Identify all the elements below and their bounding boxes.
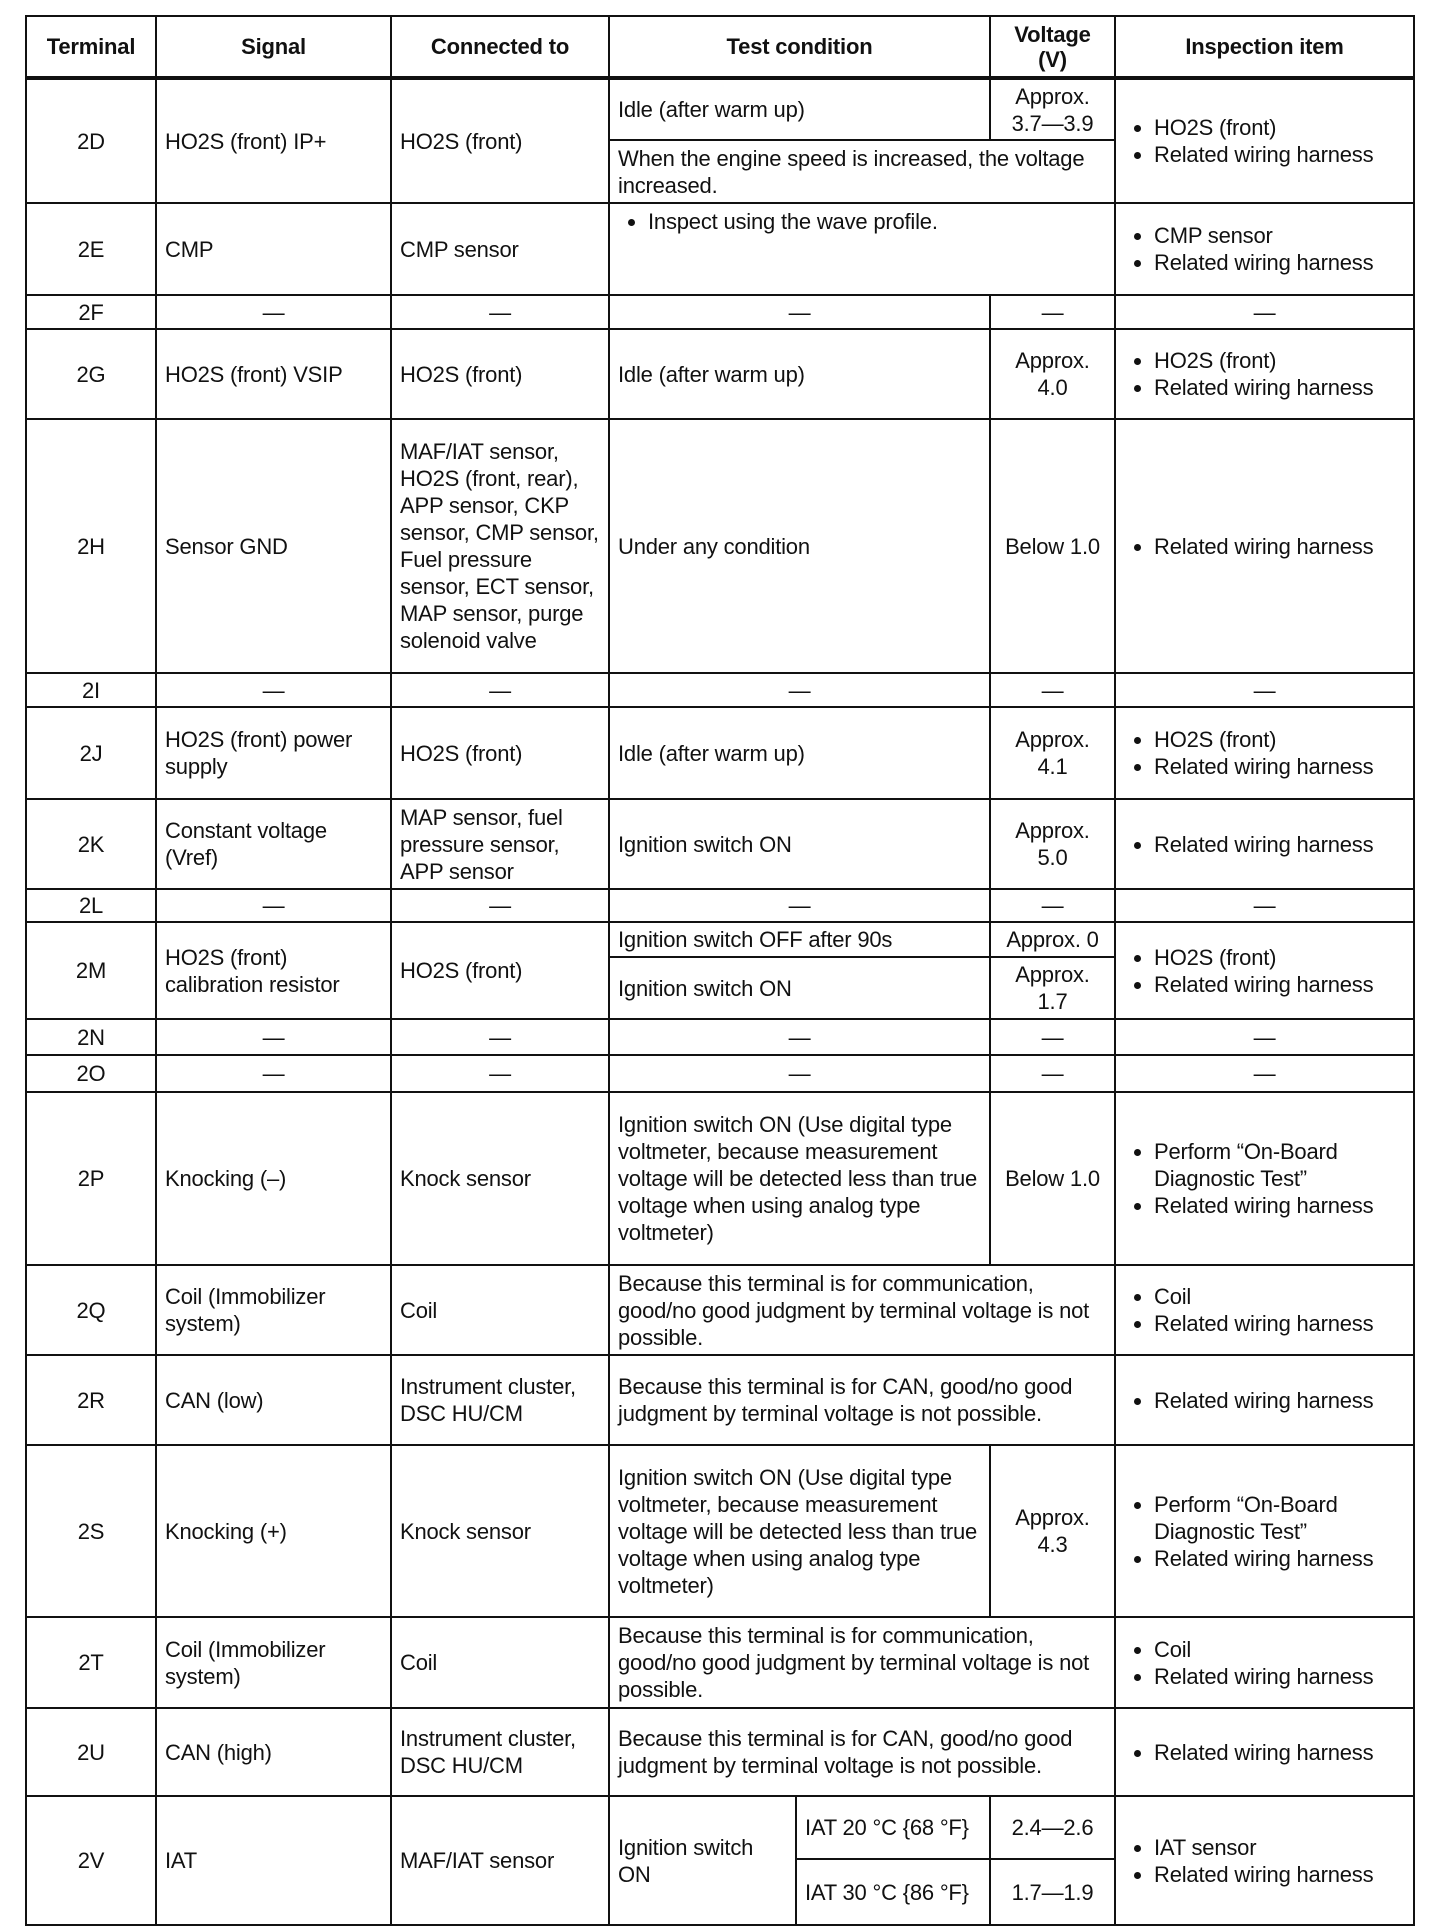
inspection-item-cell: [1115, 419, 1414, 673]
bullet-item: • Related wiring harness: [1154, 1861, 1405, 1888]
bullet-list: [618, 208, 1106, 235]
terminal-cell: 2L: [26, 889, 156, 922]
bullet-item: • Related wiring harness: [1154, 971, 1405, 998]
signal-cell: Sensor GND: [156, 419, 391, 673]
signal-cell: Coil (Immobilizer system): [156, 1617, 391, 1708]
header-connected-to: Connected to: [391, 16, 609, 78]
test-condition-cell: Idle (after warm up): [609, 707, 990, 799]
bullet-item: • Related wiring harness: [1154, 1739, 1405, 1766]
bullet-item: • CMP sensor: [1154, 222, 1405, 249]
voltage-cell: —: [990, 1019, 1115, 1055]
table-row: [26, 889, 1414, 922]
bullet-item: • Coil: [1154, 1636, 1405, 1663]
bullet-list: [1124, 944, 1405, 998]
connected-to-cell: MAP sensor, fuel pressure sensor, APP sensor: [391, 799, 609, 889]
signal-cell: CAN (high): [156, 1708, 391, 1796]
test-condition-cell: Under any condition: [609, 419, 990, 673]
terminal-cell: 2I: [26, 673, 156, 707]
inspection-item-cell: —: [1115, 295, 1414, 329]
connected-to-cell: Instrument cluster, DSC HU/CM: [391, 1355, 609, 1445]
connected-to-cell: Knock sensor: [391, 1092, 609, 1265]
inspection-item-cell: [1115, 1708, 1414, 1796]
header-voltage: Voltage (V): [990, 16, 1115, 78]
signal-cell: HO2S (front) power supply: [156, 707, 391, 799]
connected-to-cell: HO2S (front): [391, 922, 609, 1019]
signal-cell: —: [156, 889, 391, 922]
inspection-item-cell: —: [1115, 673, 1414, 707]
terminal-cell: 2T: [26, 1617, 156, 1708]
signal-cell: HO2S (front) calibration resistor: [156, 922, 391, 1019]
table-row: [26, 1055, 1414, 1092]
connected-to-cell: —: [391, 295, 609, 329]
terminal-cell: 2V: [26, 1796, 156, 1925]
terminal-cell: 2E: [26, 203, 156, 295]
test-condition-cell: Because this terminal is for CAN, good/no good judgment by terminal voltage is not possible.: [609, 1708, 1115, 1796]
table-row: [26, 1355, 1414, 1445]
bullet-item: • Related wiring harness: [1154, 533, 1405, 560]
connected-to-cell: Coil: [391, 1265, 609, 1355]
inspection-item-cell: [1115, 78, 1414, 203]
iat-condition-cell: IAT 20 °C {68 °F}: [796, 1796, 990, 1859]
inspection-item-cell: [1115, 1355, 1414, 1445]
header-row: [26, 16, 1414, 78]
table-row: [26, 1445, 1414, 1617]
bullet-item: • Inspect using the wave profile.: [648, 208, 1106, 235]
table-row: [26, 78, 1414, 140]
bullet-list: [1124, 114, 1405, 168]
signal-cell: —: [156, 673, 391, 707]
terminal-cell: 2U: [26, 1708, 156, 1796]
connected-to-cell: Knock sensor: [391, 1445, 609, 1617]
test-condition-cell: Because this terminal is for communication, good/no good judgment by terminal voltage is not possible.: [609, 1617, 1115, 1708]
bullet-item: • Related wiring harness: [1154, 1663, 1405, 1690]
connected-to-cell: HO2S (front): [391, 78, 609, 203]
bullet-item: • IAT sensor: [1154, 1834, 1405, 1861]
iat-condition-cell: IAT 30 °C {86 °F}: [796, 1859, 990, 1925]
terminal-cell: 2H: [26, 419, 156, 673]
table-row: [26, 1092, 1414, 1265]
bullet-item: • HO2S (front): [1154, 944, 1405, 971]
bullet-item: • Perform “On-Board Diagnostic Test”: [1154, 1491, 1405, 1545]
signal-cell: Constant voltage (Vref): [156, 799, 391, 889]
inspection-item-cell: —: [1115, 889, 1414, 922]
test-condition-cell: Idle (after warm up): [609, 78, 990, 140]
terminal-cell: 2K: [26, 799, 156, 889]
voltage-cell: 1.7—1.9: [990, 1859, 1115, 1925]
voltage-cell: —: [990, 673, 1115, 707]
bullet-list: [1124, 347, 1405, 401]
voltage-cell: Approx. 1.7: [990, 957, 1115, 1019]
voltage-cell: Approx. 4.1: [990, 707, 1115, 799]
table-body: [26, 78, 1414, 1925]
bullet-list: [1124, 222, 1405, 276]
bullet-list: [1124, 1834, 1405, 1888]
terminal-cell: 2Q: [26, 1265, 156, 1355]
table-row: [26, 799, 1414, 889]
header-inspection-item: Inspection item: [1115, 16, 1414, 78]
inspection-item-cell: —: [1115, 1019, 1414, 1055]
signal-cell: Knocking (–): [156, 1092, 391, 1265]
terminal-cell: 2O: [26, 1055, 156, 1092]
table-row: [26, 922, 1414, 957]
terminal-cell: 2G: [26, 329, 156, 419]
header-terminal: Terminal: [26, 16, 156, 78]
voltage-cell: Approx. 0: [990, 922, 1115, 957]
test-condition-cell: Because this terminal is for communication, good/no good judgment by terminal voltage is not possible.: [609, 1265, 1115, 1355]
bullet-item: • Related wiring harness: [1154, 1545, 1405, 1572]
bullet-item: • Related wiring harness: [1154, 249, 1405, 276]
voltage-cell: 2.4—2.6: [990, 1796, 1115, 1859]
bullet-item: • Related wiring harness: [1154, 374, 1405, 401]
signal-cell: IAT: [156, 1796, 391, 1925]
test-condition-cell: [609, 203, 1115, 295]
table-row: [26, 1708, 1414, 1796]
table-row: [26, 295, 1414, 329]
inspection-item-cell: [1115, 1265, 1414, 1355]
bullet-list: [1124, 1636, 1405, 1690]
table-row: [26, 1265, 1414, 1355]
signal-cell: CAN (low): [156, 1355, 391, 1445]
inspection-item-cell: [1115, 203, 1414, 295]
test-condition-cell: Ignition switch ON (Use digital type voltmeter, because measurement voltage will be detected less than true voltage when using analog type voltmeter): [609, 1092, 990, 1265]
bullet-item: • HO2S (front): [1154, 114, 1405, 141]
connected-to-cell: HO2S (front): [391, 707, 609, 799]
terminal-cell: 2M: [26, 922, 156, 1019]
table-row: [26, 1019, 1414, 1055]
inspection-item-cell: —: [1115, 1055, 1414, 1092]
signal-cell: Coil (Immobilizer system): [156, 1265, 391, 1355]
test-condition-cell: —: [609, 1055, 990, 1092]
bullet-item: • HO2S (front): [1154, 347, 1405, 374]
bullet-list: [1124, 1138, 1405, 1219]
test-condition-cell: —: [609, 295, 990, 329]
bullet-list: [1124, 1739, 1405, 1766]
bullet-item: • Related wiring harness: [1154, 141, 1405, 168]
table-row: [26, 203, 1414, 295]
header-signal: Signal: [156, 16, 391, 78]
signal-cell: —: [156, 295, 391, 329]
bullet-item: • HO2S (front): [1154, 726, 1405, 753]
terminal-cell: 2J: [26, 707, 156, 799]
bullet-list: [1124, 831, 1405, 858]
bullet-list: [1124, 533, 1405, 560]
connected-to-cell: Coil: [391, 1617, 609, 1708]
inspection-item-cell: [1115, 1445, 1414, 1617]
bullet-item: • Perform “On-Board Diagnostic Test”: [1154, 1138, 1405, 1192]
terminal-cell: 2P: [26, 1092, 156, 1265]
header-test-condition: Test condition: [609, 16, 990, 78]
bullet-list: [1124, 1491, 1405, 1572]
voltage-cell: Approx. 5.0: [990, 799, 1115, 889]
signal-cell: HO2S (front) VSIP: [156, 329, 391, 419]
inspection-item-cell: [1115, 1796, 1414, 1925]
voltage-cell: Approx. 4.3: [990, 1445, 1115, 1617]
inspection-item-cell: [1115, 922, 1414, 1019]
connected-to-cell: —: [391, 1019, 609, 1055]
voltage-cell: Approx. 3.7—3.9: [990, 78, 1115, 140]
table-row: [26, 673, 1414, 707]
voltage-cell: —: [990, 295, 1115, 329]
table-row: [26, 1796, 1414, 1859]
signal-cell: HO2S (front) IP+: [156, 78, 391, 203]
connected-to-cell: Instrument cluster, DSC HU/CM: [391, 1708, 609, 1796]
test-condition-cell: —: [609, 1019, 990, 1055]
inspection-item-cell: [1115, 707, 1414, 799]
terminal-cell: 2R: [26, 1355, 156, 1445]
bullet-list: [1124, 1387, 1405, 1414]
bullet-item: • Related wiring harness: [1154, 1387, 1405, 1414]
test-condition-cell: Ignition switch ON (Use digital type voltmeter, because measurement voltage will be detected less than true voltage when using analog type voltmeter): [609, 1445, 990, 1617]
terminal-inspection-table: [25, 15, 1415, 1926]
table-row: [26, 329, 1414, 419]
terminal-cell: 2F: [26, 295, 156, 329]
terminal-cell: 2D: [26, 78, 156, 203]
inspection-item-cell: [1115, 1617, 1414, 1708]
test-condition-cell: Because this terminal is for CAN, good/no good judgment by terminal voltage is not possible.: [609, 1355, 1115, 1445]
signal-cell: CMP: [156, 203, 391, 295]
inspection-item-cell: [1115, 329, 1414, 419]
test-note-cell: When the engine speed is increased, the voltage increased.: [609, 140, 1115, 203]
bullet-list: [1124, 1283, 1405, 1337]
table-row: [26, 1617, 1414, 1708]
bullet-item: • Coil: [1154, 1283, 1405, 1310]
terminal-cell: 2N: [26, 1019, 156, 1055]
connected-to-cell: MAF/IAT sensor: [391, 1796, 609, 1925]
voltage-cell: Below 1.0: [990, 1092, 1115, 1265]
connected-to-cell: MAF/IAT sensor, HO2S (front, rear), APP sensor, CKP sensor, CMP sensor, Fuel pressure sensor, ECT sensor, MAP sensor, purge solenoid valve: [391, 419, 609, 673]
test-condition-cell: —: [609, 889, 990, 922]
test-condition-cell: Ignition switch ON: [609, 1796, 796, 1925]
inspection-item-cell: [1115, 799, 1414, 889]
voltage-cell: —: [990, 1055, 1115, 1092]
test-condition-cell: Ignition switch OFF after 90s: [609, 922, 990, 957]
test-condition-cell: Idle (after warm up): [609, 329, 990, 419]
bullet-list: [1124, 726, 1405, 780]
signal-cell: —: [156, 1055, 391, 1092]
voltage-cell: Approx. 4.0: [990, 329, 1115, 419]
signal-cell: —: [156, 1019, 391, 1055]
bullet-item: • Related wiring harness: [1154, 1192, 1405, 1219]
terminal-cell: 2S: [26, 1445, 156, 1617]
test-condition-cell: —: [609, 673, 990, 707]
connected-to-cell: —: [391, 889, 609, 922]
voltage-cell: —: [990, 889, 1115, 922]
voltage-cell: Below 1.0: [990, 419, 1115, 673]
table-row: [26, 707, 1414, 799]
inspection-item-cell: [1115, 1092, 1414, 1265]
bullet-item: • Related wiring harness: [1154, 753, 1405, 780]
connected-to-cell: —: [391, 673, 609, 707]
bullet-item: • Related wiring harness: [1154, 1310, 1405, 1337]
connected-to-cell: HO2S (front): [391, 329, 609, 419]
connected-to-cell: CMP sensor: [391, 203, 609, 295]
signal-cell: Knocking (+): [156, 1445, 391, 1617]
bullet-item: • Related wiring harness: [1154, 831, 1405, 858]
connected-to-cell: —: [391, 1055, 609, 1092]
test-condition-cell: Ignition switch ON: [609, 799, 990, 889]
test-condition-cell: Ignition switch ON: [609, 957, 990, 1019]
table-row: [26, 419, 1414, 673]
